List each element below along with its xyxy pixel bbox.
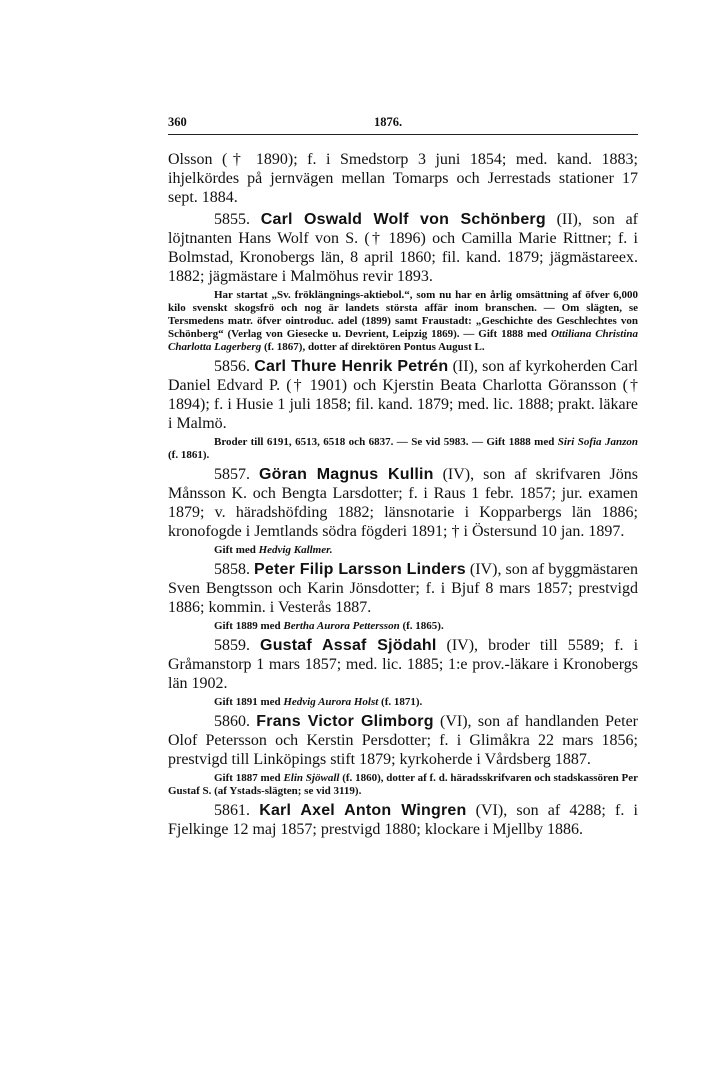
entry-name: Karl Axel Anton Wingren [259, 802, 467, 819]
entry-5859 [168, 636, 638, 693]
entry-5858 [168, 560, 638, 617]
entry-5860 [168, 712, 638, 769]
entry-text: (II), son af löjtnanten Hans Wolf von S. († 1896) och Camilla Marie Rittner; f. i Bolmstad, Kronobergs län, 8 april 1860; fil. kand. 1879; jägmästareex. 1882; jägmästare i Malmöhus revir 1893. [168, 211, 639, 285]
entry-text: (II), son af kyrkoherden Carl Daniel Edvard P. († 1901) och Kjerstin Beata Charlotta Göransson († 1894); f. i Husie 1 juli 1858; fil. kand. 1879; med. lic. 1888; prakt. läkare i Malmö. [168, 358, 639, 432]
entry-name: Gustaf Assaf Sjödahl [260, 637, 437, 654]
entry-note: Har startat „Sv. fröklängnings-aktiebol.“, som nu har en årlig omsättning af öfver 6,000 kilo svenskt skogsfrö och nog är landets största affär inom branschen. — Om slägten, se Tersmedens matr. öfver ointroduc. adel (1899) samt Fraustadt: „Geschichte des Geschlechtes von Schönberg“ (Verlag von Giesecke u. Devrient, Leipzig 1869). — Gift 1888 med Ottiliana Christina Charlotta Lagerberg (f. 1867), dotter af direktören Pontus August L. [168, 289, 638, 353]
entry-name: Göran Magnus Kullin [258, 466, 434, 483]
entry-name: Peter Filip Larsson Linders [254, 561, 466, 578]
entry-note: Broder till 6191, 6513, 6518 och 6837. — Se vid 5983. — Gift 1888 med Siri Sofia Janzon (f. 1861). [168, 436, 638, 461]
entry-note: Gift 1891 med Hedvig Aurora Holst (f. 1871). [214, 696, 423, 708]
continued-entry: Olsson († 1890); f. i Smedstorp 3 juni 1854; med. kand. 1883; ihjelkördes på jernvägen mellan Tomarps och Jerrestads stationer 17 sept. 1884. [168, 151, 638, 206]
entry-note: Gift 1889 med Bertha Aurora Pettersson (f. 1865). [214, 620, 444, 632]
entry-name: Carl Oswald Wolf von Schönberg [260, 211, 546, 228]
entry-text: (VI), son af 4288; f. i Fjelkinge 12 maj 1857; prestvigd 1880; klockare i Mjellby 1886. [168, 802, 638, 838]
entry-number: 5861. [214, 802, 250, 819]
entry-text: (IV), son af skrifvaren Jöns Månsson K. och Bengta Larsdotter; f. i Raus 1 febr. 1857; jur. examen 1879; v. häradshöfding 1882; länsnotarie i Kopparbergs län 1886; kronofogde i Jemtlands södra fögderi 1891; † i Östersund 10 jan. 1897. [168, 466, 638, 540]
entry-number: 5857. [214, 466, 250, 483]
entry-5856 [168, 357, 638, 433]
entry-5855 [168, 210, 638, 286]
entry-text: (IV), son af byggmästaren Sven Bengtsson och Karin Jönsdotter; f. i Bjuf 8 mars 1857; prestvigd 1886; kommin. i Vesterås 1887. [168, 561, 638, 616]
entry-note: Gift med Hedvig Kallmer. [214, 544, 333, 556]
entry-note: Gift 1887 med Elin Sjöwall (f. 1860), dotter af f. d. häradsskrifvaren och stadskassören Per Gustaf S. (af Ystads-slägten; se vid 3119). [168, 772, 638, 797]
page-header [168, 115, 638, 133]
entry-5857 [168, 465, 638, 541]
page-body [168, 150, 638, 839]
header-rule [168, 134, 638, 135]
entry-name: Carl Thure Henrik Petrén [254, 358, 449, 375]
page-number: 360 [168, 115, 187, 129]
entry-number: 5858. [214, 561, 250, 578]
entry-number: 5855. [214, 211, 250, 228]
entry-number: 5860. [214, 713, 250, 730]
entry-number: 5859. [214, 637, 250, 654]
entry-number: 5856. [214, 358, 250, 375]
entry-5861 [168, 801, 638, 839]
entry-name: Frans Victor Glimborg [256, 713, 434, 730]
entry-text: (IV), broder till 5589; f. i Gråmanstorp 1 mars 1857; med. lic. 1885; 1:e prov.-läkare i Kronobergs län 1902. [168, 637, 639, 692]
running-head-year: 1876. [374, 115, 403, 129]
entry-text: (VI), son af handlanden Peter Olof Petersson och Kerstin Persdotter; f. i Glimåkra 22 mars 1856; prestvigd till Linköpings stift 1879; kyrkoherde i Vårdsberg 1887. [168, 713, 639, 768]
